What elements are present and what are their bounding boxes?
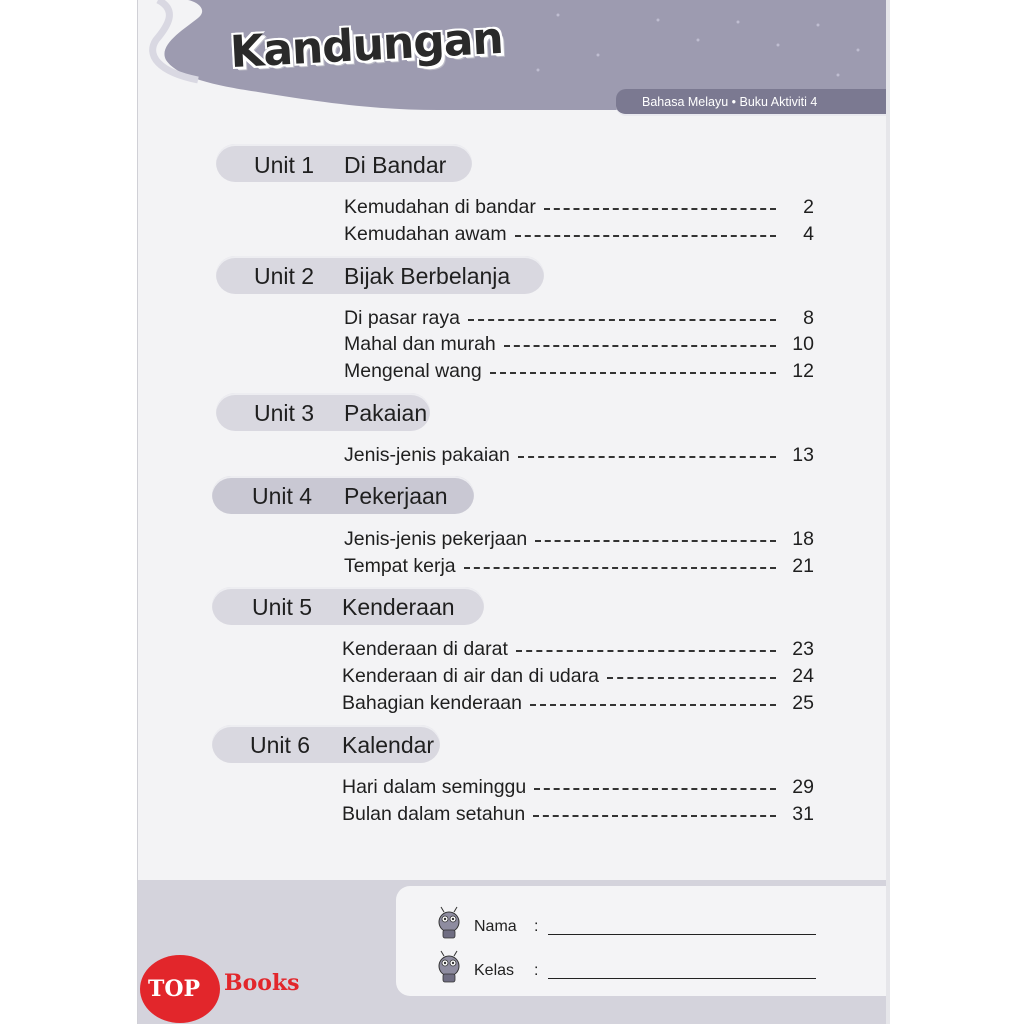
- leader-dots: [468, 319, 776, 321]
- toc-entry-text: Mengenal wang: [344, 360, 482, 382]
- leader-dots: [490, 372, 776, 374]
- toc-entry-text: Kemudahan awam: [344, 223, 507, 245]
- toc-page-number: 12: [792, 360, 814, 382]
- toc-entry[interactable]: [344, 528, 814, 554]
- toc-page-number: 2: [803, 196, 814, 218]
- unit-4-label: Unit 4: [252, 483, 313, 509]
- leader-dots: [504, 345, 776, 347]
- leader-dots: [515, 235, 776, 237]
- toc-entry-text: Jenis-jenis pekerjaan: [344, 528, 528, 550]
- toc-page-number: 8: [803, 307, 814, 329]
- topbooks-logo: [140, 955, 315, 1015]
- toc-entry[interactable]: [344, 223, 814, 249]
- toc-page-number: 13: [792, 444, 814, 466]
- name-field[interactable]: [434, 912, 824, 942]
- mascot-icon: [434, 906, 464, 940]
- leader-dots: [530, 704, 776, 706]
- unit-2-title: Bijak Berbelanja: [344, 263, 511, 289]
- toc-entry-text: Di pasar raya: [344, 307, 460, 329]
- toc-entry[interactable]: [344, 555, 814, 581]
- leader-dots: [535, 540, 776, 542]
- toc-entry-text: Hari dalam seminggu: [342, 776, 527, 798]
- class-field[interactable]: [434, 956, 824, 986]
- toc-entry[interactable]: [344, 196, 814, 222]
- unit-1-label: Unit 1: [254, 152, 315, 178]
- leader-dots: [533, 815, 776, 817]
- unit-1-title: Di Bandar: [344, 152, 447, 178]
- toc-entry-text: Jenis-jenis pakaian: [344, 444, 510, 466]
- page-title: Kandungan: [228, 12, 504, 79]
- name-label: Nama: [474, 918, 517, 935]
- toc-page-number: 25: [792, 692, 814, 714]
- toc-entry-text: Bulan dalam setahun: [342, 803, 526, 825]
- toc-page-number: 10: [792, 333, 814, 355]
- book-page: [138, 0, 888, 1024]
- toc-page-number: 24: [792, 665, 814, 687]
- unit-3-title: Pakaian: [344, 400, 428, 426]
- class-colon: :: [534, 962, 539, 979]
- toc-entry-text: Kemudahan di bandar: [344, 196, 536, 218]
- name-underline: [548, 934, 816, 935]
- unit-6-label: Unit 6: [250, 732, 311, 758]
- leader-dots: [544, 208, 776, 210]
- toc-entry-text: Bahagian kenderaan: [342, 692, 522, 714]
- unit-4-title: Pekerjaan: [344, 483, 448, 509]
- unit-2-label: Unit 2: [254, 263, 315, 289]
- leader-dots: [607, 677, 776, 679]
- toc-entry[interactable]: [344, 360, 814, 386]
- toc-entry[interactable]: [342, 665, 814, 691]
- toc-entry-text: Tempat kerja: [344, 555, 456, 577]
- toc-page-number: 18: [792, 528, 814, 550]
- toc-entry[interactable]: [344, 307, 814, 333]
- unit-5-label: Unit 5: [252, 594, 313, 620]
- leader-dots: [516, 650, 776, 652]
- book-subtitle: Bahasa Melayu • Buku Aktiviti 4: [616, 89, 888, 116]
- toc-page-number: 23: [792, 638, 814, 660]
- leader-dots: [464, 567, 776, 569]
- toc-entry-text: Kenderaan di air dan di udara: [342, 665, 599, 687]
- toc-entry[interactable]: [344, 333, 814, 359]
- toc-entry-text: Mahal dan murah: [344, 333, 496, 355]
- toc-entry[interactable]: [344, 444, 814, 470]
- leader-dots: [534, 788, 776, 790]
- toc-entry[interactable]: [342, 776, 814, 802]
- unit-3-label: Unit 3: [254, 400, 315, 426]
- page-edge: [886, 0, 890, 1024]
- toc-entry[interactable]: [342, 692, 814, 718]
- toc-page-number: 21: [792, 555, 814, 577]
- class-underline: [548, 978, 816, 979]
- logo-top-text: TOP: [148, 976, 201, 1002]
- toc-entry[interactable]: [342, 803, 814, 829]
- toc-page-number: 29: [792, 776, 814, 798]
- toc-page-number: 4: [803, 223, 814, 245]
- unit-6-title: Kalendar: [342, 732, 435, 758]
- logo-books-text: Books: [224, 970, 300, 996]
- toc-entry-text: Kenderaan di darat: [342, 638, 508, 660]
- mascot-icon: [434, 950, 464, 984]
- toc-entry[interactable]: [342, 638, 814, 664]
- toc-page-number: 31: [792, 803, 814, 825]
- leader-dots: [518, 456, 776, 458]
- unit-5-title: Kenderaan: [342, 594, 455, 620]
- class-label: Kelas: [474, 962, 515, 979]
- name-colon: :: [534, 918, 539, 935]
